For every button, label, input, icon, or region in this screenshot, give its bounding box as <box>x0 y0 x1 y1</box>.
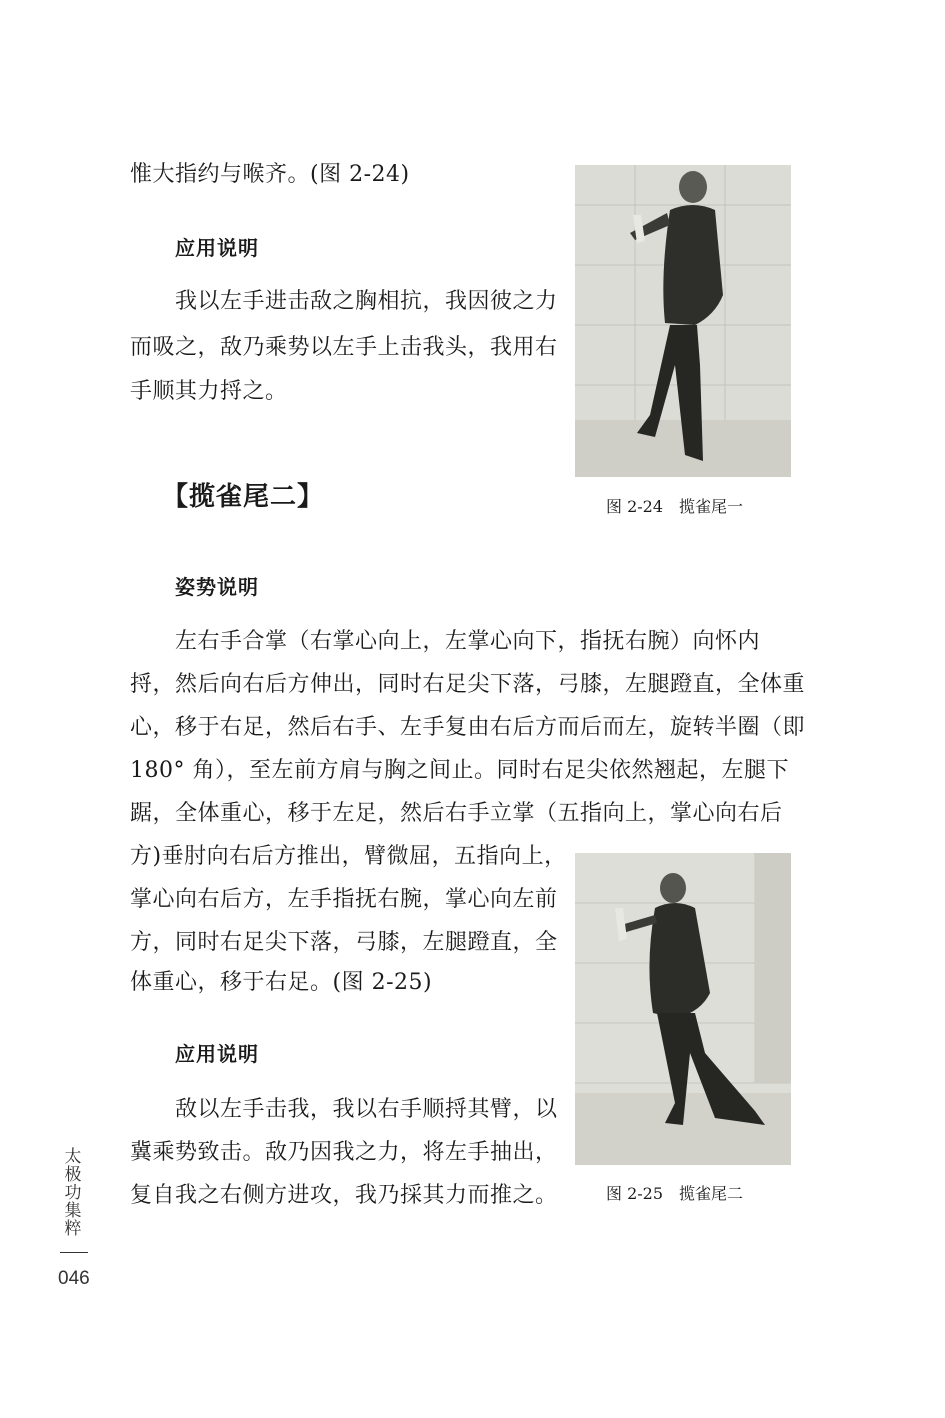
text-line: 冀乘势致击。敌乃因我之力，将左手抽出， <box>130 1140 558 1165</box>
text-line: 方)垂肘向右后方推出，臂微屈，五指向上， <box>130 844 567 869</box>
text-line: 方，同时右足尖下落，弓膝，左腿蹬直，全 <box>130 930 558 955</box>
figure-caption: 图 2-24 揽雀尾一 <box>606 497 744 516</box>
heading-application: 应用说明 <box>175 236 259 260</box>
text-line: 我以左手进击敌之胸相抗，我因彼之力 <box>175 289 558 314</box>
text-line: 捋，然后向右后方伸出，同时右足尖下落，弓膝，左腿蹬直，全体重 <box>130 672 806 697</box>
figure-photo-2-25 <box>575 853 791 1165</box>
section-title: 【揽雀尾二】 <box>162 482 325 512</box>
book-title-vertical: 太极功集粹 <box>64 1147 82 1239</box>
text-line: 左右手合掌（右掌心向上，左掌心向下，指抚右腕）向怀内 <box>175 629 761 654</box>
text-line: 敌以左手击我，我以右手顺捋其臂，以 <box>175 1097 558 1122</box>
heading-application: 应用说明 <box>175 1042 259 1066</box>
text-line: 体重心，移于右足。(图 2-25) <box>130 970 433 995</box>
text-line: 掌心向右后方，左手指抚右腕，掌心向左前 <box>130 887 558 912</box>
figure-caption: 图 2-25 揽雀尾二 <box>606 1184 744 1203</box>
figure-photo-2-24 <box>575 165 791 477</box>
text-line: 180° 角），至左前方肩与胸之间止。同时右足尖依然翘起，左腿下 <box>130 758 789 783</box>
page-number: 046 <box>58 1268 90 1289</box>
page-divider <box>60 1252 88 1253</box>
text-line: 手顺其力捋之。 <box>130 379 288 404</box>
text-line: 心，移于右足，然后右手、左手复由右后方而后而左，旋转半圈（即 <box>130 715 806 740</box>
text-line: 惟大指约与喉齐。(图 2-24) <box>130 162 410 187</box>
text-line: 踞，全体重心，移于左足，然后右手立掌（五指向上，掌心向右后 <box>130 801 783 826</box>
text-line: 而吸之，敌乃乘势以左手上击我头，我用右 <box>130 335 558 360</box>
heading-posture: 姿势说明 <box>175 575 259 599</box>
text-line: 复自我之右侧方进攻，我乃採其力而推之。 <box>130 1183 558 1208</box>
